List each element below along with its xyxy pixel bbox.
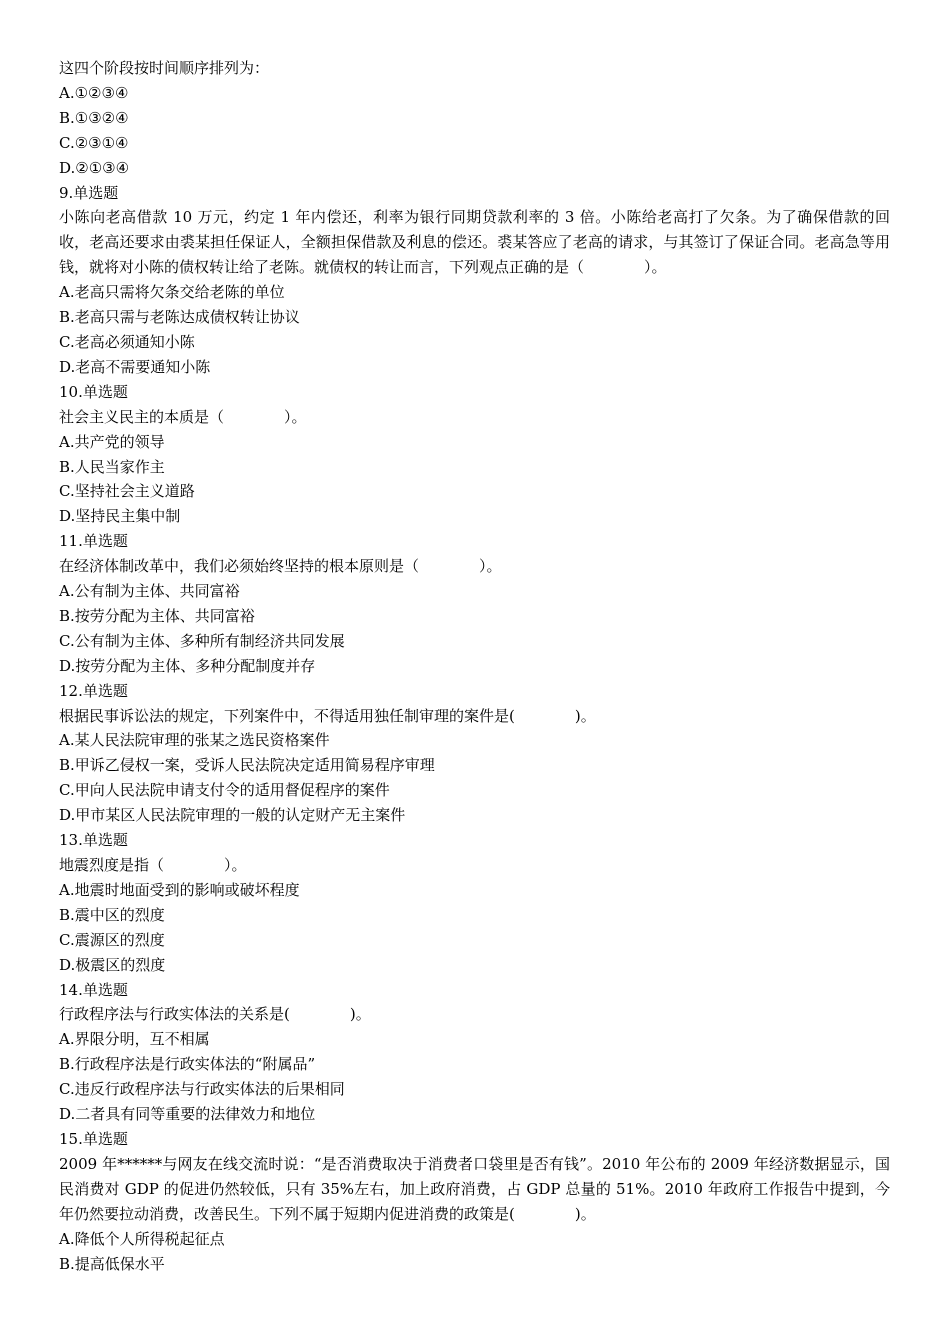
option-b: B.提高低保水平 [59, 1254, 165, 1273]
question-header: 13.单选题 [59, 831, 128, 850]
option-c: C.违反行政程序法与行政实体法的后果相同 [59, 1080, 345, 1099]
option-d: D.极震区的烈度 [59, 955, 166, 974]
question-stem: 这四个阶段按时间顺序排列为： [59, 59, 270, 77]
question-header: 15.单选题 [59, 1129, 128, 1148]
option-a: A.共产党的领导 [59, 432, 165, 451]
question-header: 12.单选题 [59, 681, 128, 700]
option-c: C.公有制为主体、多种所有制经济共同发展 [59, 631, 345, 650]
option-d: D.②①③④ [59, 158, 130, 177]
option-d: D.二者具有同等重要的法律效力和地位 [59, 1105, 316, 1124]
option-c: C.②③①④ [59, 133, 129, 152]
option-b: B.甲诉乙侵权一案，受诉人民法院决定适用简易程序审理 [59, 756, 435, 775]
question-header: 9.单选题 [59, 183, 119, 202]
option-b: B.按劳分配为主体、共同富裕 [59, 606, 255, 625]
question-header: 10.单选题 [59, 382, 128, 401]
option-c: C.震源区的烈度 [59, 930, 165, 949]
option-a: A.某人民法院审理的张某之选民资格案件 [59, 731, 330, 750]
question-header: 14.单选题 [59, 980, 128, 999]
option-b: B.行政程序法是行政实体法的“附属品” [59, 1055, 316, 1074]
option-b: B.人民当家作主 [59, 457, 165, 476]
option-d: D.按劳分配为主体、多种分配制度并存 [59, 656, 316, 675]
option-b: B.震中区的烈度 [59, 905, 165, 924]
question-stem: 行政程序法与行政实体法的关系是( )。 [59, 1005, 371, 1024]
option-d: D.甲市某区人民法院审理的一般的认定财产无主案件 [59, 806, 406, 825]
option-a: A.①②③④ [59, 83, 129, 102]
option-d: D.坚持民主集中制 [59, 507, 181, 526]
option-c: C.坚持社会主义道路 [59, 482, 195, 501]
option-b: B.①③②④ [59, 108, 129, 127]
question-stem: 小陈向老高借款 10 万元，约定 1 年内偿还，利率为银行同期贷款利率的 3 倍。小陈给老高打了欠条。为了确保借款的回收，老高还要求由裘某担任保证人，全额担保借款及利息的偿还。裘某答应了老高的请求，与其签订了保证合同。老高急等用钱，就将对小陈的债权转让给了老陈。就债权的转让而言，下列观点正确的是（ ）。 [59, 208, 890, 277]
option-a: A.界限分明，互不相属 [59, 1030, 210, 1049]
question-stem: 2009 年******与网友在线交流时说：“是否消费取决于消费者口袋里是否有钱”。2010 年公布的 2009 年经济数据显示，国民消费对 GDP 的促进仍然较低，只有 35%左右，加上政府消费，占 GDP 总量的 51%。2010 年政府工作报告中提到，今年仍然要拉动消费，改善民生。下列不属于短期内促进消费的政策是( )。 [59, 1154, 890, 1223]
option-c: C.老高必须通知小陈 [59, 332, 195, 351]
option-a: A.老高只需将欠条交给老陈的单位 [59, 283, 285, 302]
question-stem: 社会主义民主的本质是（ ）。 [59, 407, 307, 426]
question-stem: 根据民事诉讼法的规定，下列案件中，不得适用独任制审理的案件是( )。 [59, 706, 596, 725]
question-stem: 地震烈度是指（ ）。 [59, 856, 247, 874]
option-c: C.甲向人民法院申请支付令的适用督促程序的案件 [59, 781, 390, 800]
option-d: D.老高不需要通知小陈 [59, 357, 211, 376]
option-a: A.地震时地面受到的影响或破坏程度 [59, 880, 300, 899]
option-a: A.公有制为主体、共同富裕 [59, 582, 240, 601]
question-header: 11.单选题 [59, 532, 128, 551]
option-a: A.降低个人所得税起征点 [59, 1229, 225, 1248]
question-stem: 在经济体制改革中，我们必须始终坚持的根本原则是（ ）。 [59, 557, 502, 576]
option-b: B.老高只需与老陈达成债权转让协议 [59, 308, 300, 327]
